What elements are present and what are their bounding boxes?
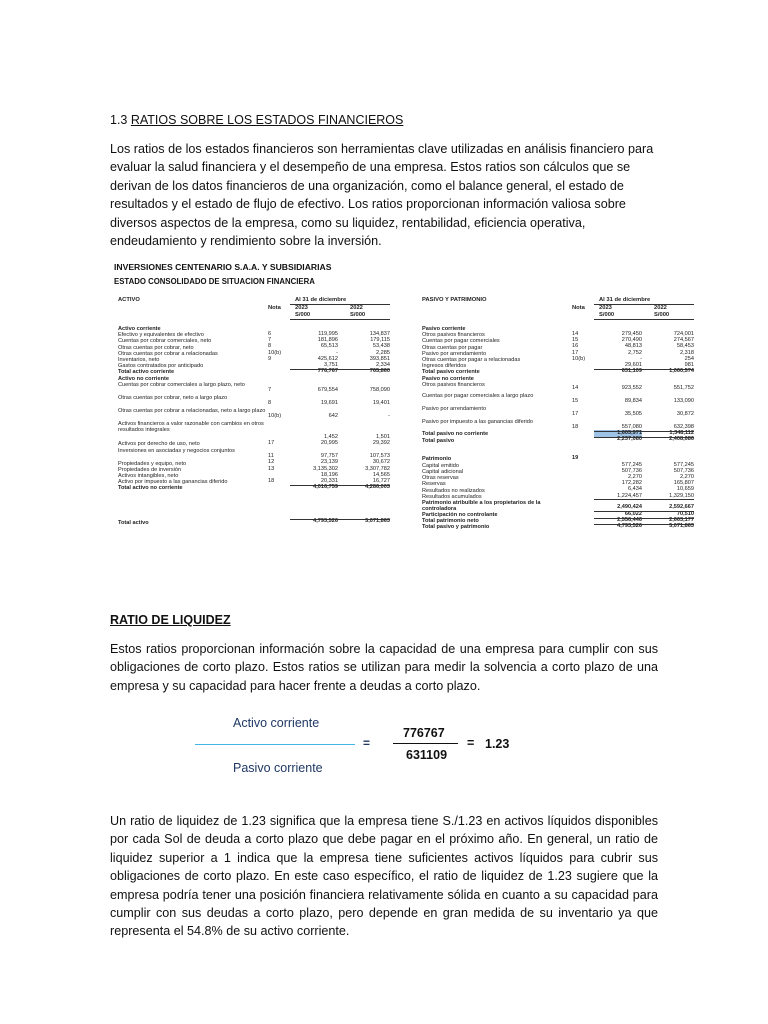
row-nota: 10(b) [268, 413, 282, 420]
header-rule [290, 304, 390, 305]
row-nota: 10(b) [268, 349, 282, 356]
row-label: Cuentas por pagar comerciales [422, 338, 500, 345]
statement-row [118, 376, 390, 381]
header-unit-1: S/000 [599, 312, 615, 318]
row-value-2022: 2,318 [680, 349, 694, 356]
statement-row [422, 369, 694, 374]
row-label: Total pasivo [422, 437, 455, 444]
row-value-2023: 65,513 [320, 343, 338, 350]
total-rule [594, 499, 694, 500]
header-unit-1: S/000 [295, 312, 311, 318]
row-label: Reservas [422, 481, 446, 488]
row-label: Total activo no corriente [118, 485, 183, 492]
row-label: Activo corriente [118, 326, 161, 332]
total-rule [594, 518, 694, 519]
row-value-2023: 4,793,526 [617, 523, 642, 530]
row-value-2022: 14,565 [372, 471, 390, 478]
header-section: PASIVO Y PATRIMONIO [422, 297, 487, 303]
row-value-2022: 16,727 [372, 477, 390, 484]
row-value-2023: 631,109 [621, 368, 642, 375]
row-value-2022: 758,090 [369, 387, 390, 394]
row-value-2023: 97,757 [320, 453, 338, 460]
section-title: RATIOS SOBRE LOS ESTADOS FINANCIEROS [130, 113, 404, 127]
company-name: INVERSIONES CENTENARIO S.A.A. Y SUBSIDIARIAS [114, 262, 332, 272]
formula-fraction-line [195, 744, 355, 745]
row-label: Cuentas por cobrar comerciales a largo plazo, neto [118, 381, 245, 388]
formula-result-equals-sign: = [467, 736, 475, 750]
row-label: Total pasivo no corriente [422, 431, 489, 438]
formula-result: 1.23 [485, 737, 510, 751]
total-rule [594, 431, 694, 432]
statement-row [422, 494, 694, 499]
row-label: Otras cuentas por cobrar a relacionadas, neto a largo plazo [118, 407, 266, 414]
row-label: Inventarios, neto [118, 357, 160, 363]
formula-equals-sign: = [363, 736, 371, 750]
row-label: Total patrimonio neto [422, 518, 479, 524]
header-nota: Nota [268, 305, 281, 311]
row-value-2023: 2,752 [628, 349, 642, 356]
row-label: Propiedades de inversión [118, 466, 182, 473]
row-value-2022: 2,285 [376, 349, 390, 356]
liquidity-explanation-paragraph: Un ratio de liquidez de 1.23 significa que la empresa tiene S./1.23 en activos líquidos disponibles por cada Sol de deuda a corto plazo que debe pagar en el próximo año. En general, un ratio de liquidez superior a 1 indica que la empresa tiene suficientes activos líquidos para cubrir sus obligaciones de corto plazo. En este caso específico, el ratio de liquidez de 1.23 sugiere que la empresa podría tener una posición financiera relativamente sólida en cuanto a su capacidad para cumplir con sus deudas a corto plazo, pero depende en gran medida de su inventario ya que representa el 54.8% de su activo corriente. [110, 814, 658, 939]
row-value-2022: 1,329,150 [669, 492, 694, 499]
statement-row [422, 382, 694, 392]
header-nota: Nota [572, 305, 585, 311]
row-value-2022: 5,071,863 [365, 518, 390, 525]
row-nota: 16 [572, 343, 579, 350]
row-value-2022: 165,807 [673, 480, 694, 487]
liquidity-formula [195, 712, 535, 782]
row-label: Activos intangibles, neto [118, 472, 179, 479]
row-value-2022: 551,752 [673, 385, 694, 392]
row-value-2023: 18,196 [320, 471, 338, 478]
intro-paragraph: Los ratios de los estados financieros son herramientas clave utilizadas en análisis financiero para evaluar la salud financiera y el desempeño de una empresa. Estos ratios son cálculos que se derivan de los datos financieros de una organización, como el balance general, el estado de resultados y el estado de flujo de efectivo. Los ratios proporcionan información valiosa sobre diversos aspectos de la empresa, como su liquidez, rentabilidad, eficiencia operativa, endeudamiento y rendimiento sobre la inversión. [110, 142, 654, 249]
row-value-2022: 1,348,112 [669, 430, 694, 437]
row-value-2022: 70,510 [676, 510, 694, 517]
total-rule [594, 369, 694, 370]
statement-row [422, 500, 694, 511]
row-label: Activo por impuesto a las ganancias diferido [118, 479, 228, 486]
row-value-2023: 1,452 [324, 434, 338, 441]
row-value-2023: 425,612 [317, 355, 338, 362]
row-value-2023: 1,224,457 [617, 492, 642, 499]
formula-denominator-value: 631109 [406, 748, 448, 762]
row-value-2023: 2,237,080 [617, 436, 642, 443]
statement-row [422, 419, 694, 431]
row-label: Gastos contratados por anticipado [118, 363, 204, 370]
statement-row [118, 485, 390, 490]
row-value-2023: 4,793,526 [313, 518, 338, 525]
row-label: Otras cuentas por cobrar, neto a largo plazo [118, 394, 228, 401]
row-value-2022: 254 [684, 355, 694, 362]
row-nota: 8 [268, 343, 272, 350]
total-rule [594, 524, 694, 525]
row-value-2022: 2,334 [376, 362, 390, 369]
formula-value-fraction-line [393, 743, 458, 744]
header-rule [290, 319, 390, 320]
row-value-2023: 48,813 [624, 343, 642, 350]
liquidity-intro-paragraph: Estos ratios proporcionan información sobre la capacidad de una empresa para cumplir con sus obligaciones de corto plazo. Estos ratios se utilizan para medir la solvencia a corto plazo de una empresa y su capacidad para hacer frente a deudas a corto plazo. [110, 642, 658, 693]
header-year-1: 2023 [295, 305, 308, 311]
row-nota: 10(b) [572, 355, 586, 362]
row-label: Otras cuentas por cobrar, neto [118, 344, 194, 351]
row-label: Otras cuentas por cobrar a relacionadas [118, 350, 218, 357]
formula-denominator-label: Pasivo corriente [233, 761, 323, 775]
row-value-2022: 981 [684, 362, 694, 369]
row-value-2023: 270,490 [621, 337, 642, 344]
row-value-2023: 119,995 [318, 331, 338, 338]
row-label: Activos por derecho de uso, neto [118, 441, 200, 448]
total-rule [594, 511, 694, 512]
row-nota: 18 [572, 424, 579, 431]
row-value-2023: 4,016,759 [313, 484, 338, 491]
total-rule [290, 369, 390, 370]
row-label: Activo no corriente [118, 375, 169, 382]
row-label: Activos financieros a valor razonable con cambios en otros resultados integrales [118, 420, 264, 433]
row-value-2022: 179,115 [370, 337, 390, 344]
row-value-2023: 557,080 [621, 424, 642, 431]
row-value-2022: 2,592,667 [669, 504, 694, 511]
header-rule [594, 319, 694, 320]
row-label: Propiedades y equipo, neto [118, 460, 187, 467]
row-value-2023: 507,736 [621, 467, 642, 474]
row-value-2023: 66,022 [624, 510, 642, 517]
liquidity-ratio-title: RATIO DE LIQUIDEZ [110, 613, 231, 627]
row-nota: 13 [268, 465, 275, 472]
section-heading [110, 113, 403, 127]
row-value-2022: 393,851 [369, 355, 390, 362]
header-year-1: 2023 [599, 305, 612, 311]
statement-row [422, 393, 694, 405]
row-label: Resultados no realizados [422, 487, 485, 494]
row-label: Patrimonio [422, 455, 452, 462]
row-value-2022: 133,090 [673, 398, 694, 405]
statement-row [422, 406, 694, 418]
row-value-2023: 20,331 [320, 477, 338, 484]
statement-row [118, 441, 390, 446]
row-value-2023: 19,691 [320, 400, 338, 407]
header-date: Al 31 de diciembre [599, 297, 651, 303]
row-value-2022: 30,672 [372, 459, 390, 466]
row-value-2023: 2,270 [628, 473, 642, 480]
row-value-2022: 107,573 [369, 453, 390, 460]
row-value-2022: 507,736 [673, 467, 694, 474]
statement-row [422, 524, 694, 529]
row-value-2022: 19,401 [372, 400, 390, 407]
row-value-2023: - [640, 355, 642, 362]
row-label: Otras cuentas por pagar a relacionadas [422, 357, 521, 363]
row-nota: 6 [268, 331, 272, 338]
row-nota: 14 [572, 385, 579, 392]
row-label: Pasivo por arrendamiento [422, 350, 487, 357]
header-year-2: 2022 [350, 305, 363, 311]
header-section: ACTIVO [118, 297, 140, 303]
row-value-2022: 5,071,863 [669, 523, 694, 530]
statement-row [422, 438, 694, 443]
row-value-2023: 2,490,424 [617, 504, 642, 511]
row-nota: 7 [268, 387, 272, 394]
row-value-2022: 30,872 [676, 411, 694, 418]
row-value-2023: 20,995 [320, 440, 338, 447]
row-value-2023: 3,135,302 [313, 465, 338, 472]
row-value-2023: 172,282 [621, 480, 642, 487]
row-nota: 17 [572, 411, 579, 418]
formula-numerator-value: 776767 [403, 726, 445, 740]
row-nota: 9 [268, 355, 272, 362]
row-nota: 17 [572, 349, 579, 356]
row-value-2023: 181,896 [317, 337, 338, 344]
row-value-2023: - [336, 349, 338, 356]
row-label: Otros pasivos financieros [422, 332, 485, 339]
header-unit-2: S/000 [350, 312, 366, 318]
row-value-2022: 2,270 [680, 473, 694, 480]
row-nota: 15 [572, 337, 579, 344]
header-rule [594, 304, 694, 305]
row-value-2022: 1,501 [376, 434, 390, 441]
statement-row [118, 408, 390, 420]
row-label: Otras cuentas por pagar [422, 344, 483, 351]
row-value-2022: 134,837 [369, 331, 390, 338]
row-value-2023: 89,834 [624, 398, 642, 405]
row-label: Pasivo no corriente [422, 375, 474, 382]
row-nota: 14 [572, 331, 579, 338]
row-label: Otros pasivos financieros [422, 381, 485, 388]
statement-title: ESTADO CONSOLIDADO DE SITUACION FINANCIERA [114, 277, 315, 286]
row-label: Capital adicional [422, 468, 464, 475]
row-nota: 12 [268, 459, 275, 466]
row-value-2023: 642 [328, 413, 338, 420]
statement-row [118, 448, 390, 460]
row-label: Total pasivo corriente [422, 369, 480, 376]
row-value-2023: 679,554 [317, 387, 338, 394]
header-date: Al 31 de diciembre [295, 297, 347, 303]
row-value-2023: 29,601 [624, 362, 642, 369]
row-value-2022: 274,567 [673, 337, 694, 344]
row-label: Participación no controlante [422, 511, 498, 518]
row-value-2023: 1,605,971 [594, 430, 642, 436]
row-nota: 17 [268, 440, 275, 447]
row-label: Total pasivo y patrimonio [422, 524, 490, 531]
row-value-2022: - [388, 413, 390, 420]
row-value-2023: 6,434 [628, 486, 642, 493]
statement-row [118, 520, 390, 525]
statement-row [118, 421, 390, 441]
row-nota: 15 [572, 398, 579, 405]
row-label: Cuentas por cobrar comerciales, neto [118, 338, 212, 345]
row-label: Pasivo por arrendamiento [422, 405, 487, 412]
statement-row [118, 395, 390, 407]
row-label: Inversiones en asociadas y negocios conjuntos [118, 447, 235, 454]
section-number: 1.3 [110, 113, 131, 127]
row-nota: 18 [268, 477, 275, 484]
statement-row [118, 369, 390, 374]
statement-row [422, 376, 694, 381]
row-nota: 8 [268, 400, 272, 407]
row-label: Efectivo y equivalentes de efectivo [118, 332, 204, 339]
row-value-2023: 776,767 [317, 368, 338, 375]
row-nota: 19 [572, 455, 579, 462]
row-label: Otras reservas [422, 475, 459, 482]
header-unit-2: S/000 [654, 312, 670, 318]
row-value-2022: 29,392 [372, 440, 390, 447]
row-nota: 7 [268, 337, 272, 344]
row-value-2023: 279,450 [621, 331, 642, 338]
total-rule [290, 485, 390, 486]
row-value-2022: 4,286,003 [365, 484, 390, 491]
row-value-2023: 923,552 [621, 385, 642, 392]
financial-statement-image [114, 262, 694, 574]
statement-row [118, 382, 390, 394]
header-year-2: 2022 [654, 305, 667, 311]
row-value-2023: 577,245 [621, 461, 642, 468]
row-value-2023: 23,139 [320, 459, 338, 466]
row-value-2022: 1,060,574 [669, 368, 694, 375]
row-value-2022: 724,001 [673, 331, 694, 338]
row-value-2022: 53,438 [372, 343, 390, 350]
row-value-2022: 2,408,686 [669, 436, 694, 443]
row-value-2022: 2,663,177 [669, 516, 694, 523]
row-value-2022: 632,398 [673, 424, 694, 431]
total-rule [594, 437, 694, 438]
row-label: Pasivo corriente [422, 326, 466, 332]
row-value-2022: 3,307,782 [365, 465, 390, 472]
row-label: Pasivo por impuesto a las ganancias diferido [422, 418, 534, 425]
row-value-2022: 577,245 [673, 461, 694, 468]
total-rule [290, 519, 390, 520]
row-value-2023: 35,505 [624, 411, 642, 418]
row-label: Resultados acumulados [422, 493, 482, 500]
formula-numerator-label: Activo corriente [233, 716, 320, 730]
row-value-2023: 3,751 [324, 362, 338, 369]
row-label: Patrimonio atribuible a los propietarios de la controladora [422, 499, 541, 513]
row-label: Total activo [118, 519, 149, 526]
row-label: Cuentas por pagar comerciales a largo plazo [422, 392, 534, 399]
row-label: Ingresos diferidos [422, 363, 467, 370]
row-value-2022: 765,860 [369, 368, 390, 375]
row-value-2022: 58,453 [676, 343, 694, 350]
row-value-2023: 2,556,446 [617, 516, 642, 523]
row-label: Capital emitido [422, 462, 459, 469]
row-label: Total activo corriente [118, 369, 175, 376]
row-value-2022: 10,659 [676, 486, 694, 493]
row-nota: 11 [268, 453, 274, 460]
